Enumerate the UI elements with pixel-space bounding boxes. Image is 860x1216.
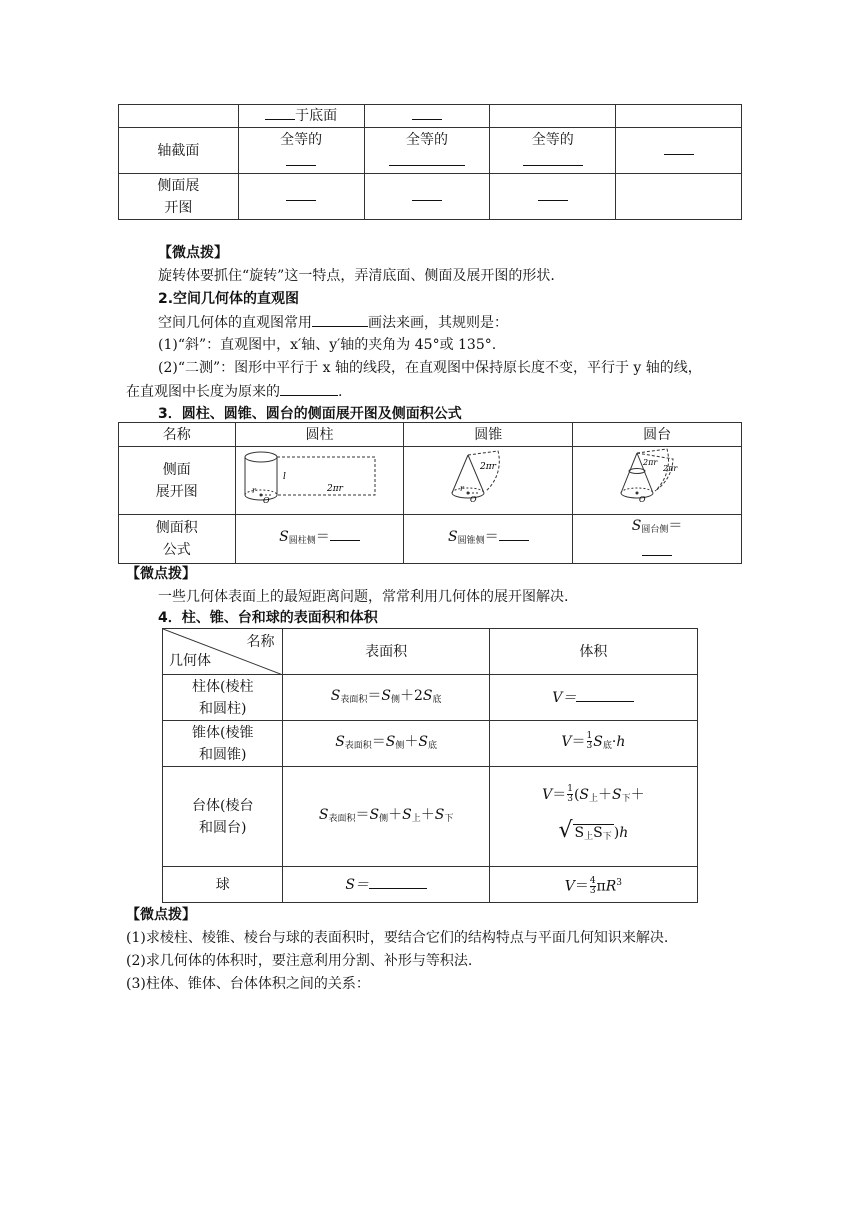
diagonal-header-cell	[163, 629, 283, 675]
section-heading: 2.空间几何体的直观图	[158, 291, 300, 307]
paragraph: (1)“斜”：直观图中，x′轴、y′轴的夹角为 45°或 135°.	[158, 337, 497, 353]
cone-unfold-figure	[408, 447, 568, 507]
header-cell: 圆锥	[404, 423, 573, 447]
cell	[490, 128, 616, 174]
frustum-figure-cell	[573, 447, 742, 515]
paragraph	[158, 312, 508, 333]
figure-label: 2πr	[643, 458, 658, 467]
row-label: 球	[163, 867, 283, 903]
formula-eq: S＝	[345, 876, 369, 893]
tip-text: (2)求几何体的体积时，要注意利用分割、补形与等积法.	[126, 953, 473, 969]
cell	[364, 174, 490, 220]
cell-text: 全等的	[531, 131, 574, 148]
row-label	[163, 721, 283, 767]
tip-text: (1)求棱柱、棱锥、棱台与球的表面积时，要结合它们的结构特点与平面几何知识来解决.	[126, 930, 669, 946]
label-line: 侧面积	[155, 520, 198, 536]
formula-cell	[283, 867, 489, 903]
figure-label: l	[283, 472, 287, 482]
text: 在直观图中长度为原来的	[126, 384, 280, 400]
cell-text: 全等的	[405, 131, 448, 148]
formula-sub: 表面积	[328, 813, 356, 824]
figure-label: 2πr	[663, 464, 678, 473]
formula-sub: 上	[584, 831, 594, 842]
label-line: 锥体(棱锥	[192, 724, 254, 741]
label-line: 和圆柱)	[199, 700, 247, 717]
row-label	[163, 675, 283, 721]
cell-text: 全等的	[280, 131, 323, 148]
formula-sub: 圆锥侧	[457, 536, 485, 546]
label-line: 公式	[162, 542, 191, 558]
cell	[238, 105, 364, 128]
section-heading: 4．柱、锥、台和球的表面积和体积	[158, 610, 378, 626]
formula-sub: 底	[602, 740, 612, 751]
formula-cell: $S_{表面积}=S_侧+2S_底$	[283, 675, 489, 721]
row-label: 轴截面	[119, 128, 239, 174]
tip-text: 一些几何体表面上的最短距离问题，常常利用几何体的展开图解决.	[158, 589, 569, 605]
label-line: 展开图	[155, 483, 198, 500]
label-line: 侧面展	[157, 177, 200, 194]
formula-cell	[404, 515, 573, 564]
formula-sub: 圆台侧	[641, 525, 669, 535]
header-cell: 圆台	[573, 423, 742, 447]
formula-sub: 上	[589, 793, 599, 804]
cell	[490, 174, 616, 220]
cell	[364, 128, 490, 174]
formula-sub: 下	[444, 813, 454, 824]
cell-text: 于底面	[295, 108, 338, 124]
cell	[616, 128, 742, 174]
text: 画法来画，其规则是：	[368, 315, 508, 331]
formula-cell: V＝ $\frac{1}{3}$ $S_底\cdot h$	[489, 721, 697, 767]
formula-symbol: S	[447, 529, 458, 545]
tip-text: (3)柱体、锥体、台体体积之间的关系：	[126, 976, 370, 992]
formula-eq: ＝	[315, 529, 330, 545]
formula-sub: 表面积	[340, 694, 368, 705]
formula-cell	[235, 515, 404, 564]
cell	[616, 174, 742, 220]
text: 空间几何体的直观图常用	[158, 315, 312, 331]
header-cell: 表面积	[283, 629, 489, 675]
label-line: 台体(棱台	[192, 797, 254, 814]
paragraph: (2)“二测”：图形中平行于 x 轴的线段，在直观图中保持原长度不变，平行于 y 轴的线，	[158, 360, 702, 376]
formula-sub: 侧	[395, 740, 405, 751]
figure-label: 2πr	[480, 462, 497, 472]
figure-label: O	[470, 495, 477, 504]
formula-sub: 侧	[390, 694, 400, 705]
formula-eq: ＝	[484, 529, 499, 545]
figure-label: 2πr	[327, 484, 344, 494]
header-cell: 圆柱	[235, 423, 404, 447]
formula-eq: ＝	[668, 518, 683, 534]
header-cell: 体积	[489, 629, 697, 675]
formula-symbol: S	[631, 518, 642, 534]
formula-eq: V＝	[552, 689, 577, 706]
figure-label: r	[460, 484, 465, 493]
cell	[490, 105, 616, 128]
row-label	[119, 515, 236, 564]
figure-label: O	[263, 496, 271, 505]
figure-label: r	[252, 486, 257, 495]
tip-heading: 【微点拨】	[158, 245, 228, 261]
header-cell: 名称	[119, 423, 236, 447]
label-line: 侧面	[162, 461, 191, 478]
paragraph	[126, 381, 342, 402]
formula-cell: $S_{表面积}=S_侧+S_底$	[283, 721, 489, 767]
cell	[119, 105, 239, 128]
tip-heading: 【微点拨】	[126, 566, 196, 582]
formula-cell: V＝ $\frac{4}{3}$ $\pi R^3$	[489, 867, 697, 903]
cell	[364, 105, 490, 128]
formula-cell	[489, 675, 697, 721]
formula-cell: $S_{表面积}=S_侧+S_上+S_下$	[283, 767, 489, 867]
frustum-unfold-figure	[577, 447, 737, 507]
row-label	[119, 447, 236, 515]
formula-cell: V＝ $\frac{1}{3}$ ($S_上+S_下+$ √ $S_上S_下$ )h	[489, 767, 697, 867]
cell	[238, 174, 364, 220]
unfold-table	[118, 422, 742, 564]
cell	[238, 128, 364, 174]
formula-cell	[573, 515, 742, 564]
formula-sub: 侧	[379, 813, 389, 824]
formula-sub: 圆柱侧	[288, 536, 316, 546]
diag-label: 名称	[246, 634, 275, 650]
diag-label: 几何体	[169, 653, 211, 669]
row-label	[163, 767, 283, 867]
row-label	[119, 174, 239, 220]
formula-symbol: S	[279, 529, 289, 545]
tip-heading: 【微点拨】	[126, 907, 196, 923]
cylinder-figure-cell	[235, 447, 404, 515]
cone-figure-cell	[404, 447, 573, 515]
formula-sub: 底	[428, 740, 438, 751]
section-heading: 3．圆柱、圆锥、圆台的侧面展开图及侧面积公式	[158, 406, 462, 422]
label-line: 开图	[164, 199, 193, 216]
tip-text: 旋转体要抓住“旋转”这一特点，弄清底面、侧面及展开图的形状.	[158, 268, 555, 284]
formula-sub: 上	[411, 813, 421, 824]
label-line: 和圆台)	[199, 819, 247, 836]
formula-sub: 表面积	[344, 740, 372, 751]
formula-sub: 下	[621, 793, 631, 804]
figure-label: O	[639, 495, 646, 504]
area-volume-table	[162, 628, 698, 903]
label-line: 柱体(棱柱	[192, 678, 254, 695]
cylinder-unfold-figure	[239, 447, 399, 507]
label-line: 和圆锥)	[199, 746, 247, 763]
formula-sub: 底	[432, 694, 442, 705]
text: .	[338, 384, 343, 400]
rotation-body-table	[118, 104, 742, 220]
cell	[616, 105, 742, 128]
formula-sub: 下	[602, 831, 612, 842]
